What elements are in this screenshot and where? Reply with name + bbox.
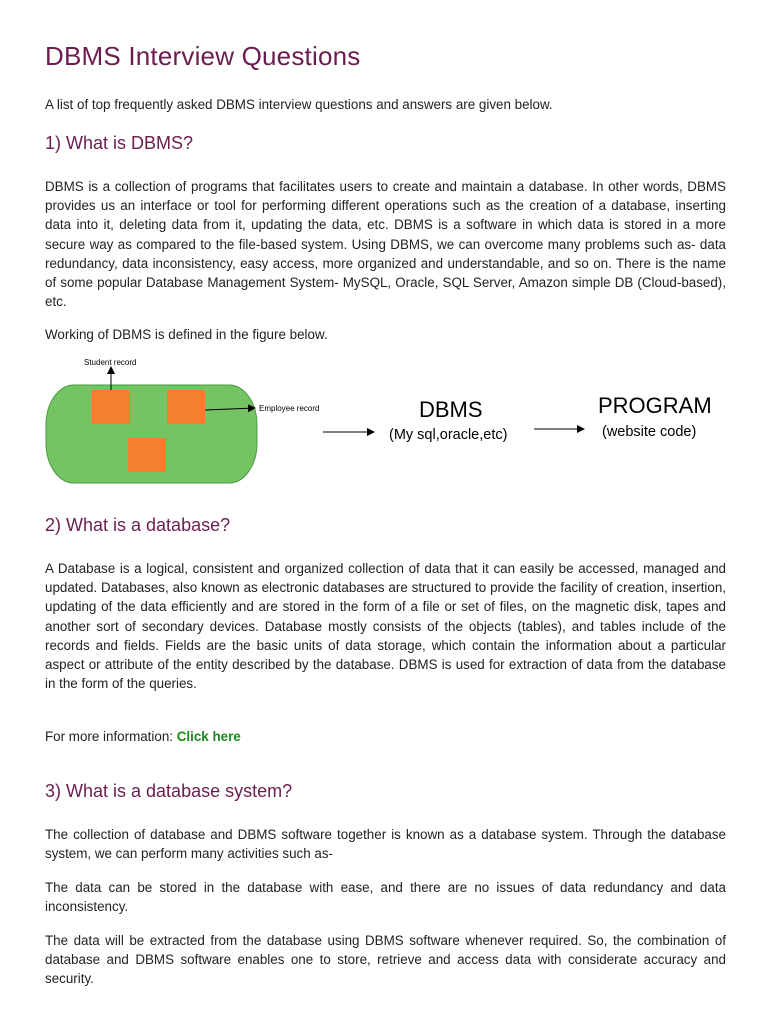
click-here-link[interactable]: Click here	[176, 729, 241, 744]
more-info-label: For more information:	[45, 729, 173, 744]
section-3-paragraph-2: The data can be stored in the database with ease, and there are no issues of data redundancy and data inconsistency.	[45, 880, 726, 915]
dbms-working-figure	[45, 351, 745, 491]
program-sublabel: (website code)	[602, 424, 697, 440]
section-2-paragraph: A Database is a logical, consistent and organized collection of data that it can easily be accessed, managed and updated. Databases, also known as electronic databases are structured to provide the facility of creation, insertion, updating of the data efficiently and are stored in the form of a file or set of files, on the magnetic disk, tapes and another sort of secondary devices. Database mostly consists of the objects (tables), and tables include of the records and fields. Fields are the basic units of data storage, which contain the information about a particular aspect or attribute of the entity described by the database. DBMS is used for extraction of data from the database in the form of the queries.	[45, 561, 726, 692]
section-heading-3: 3) What is a database system?	[45, 781, 293, 801]
section-3-paragraph-3: The data will be extracted from the database using DBMS software whenever required. So, the combination of database and DBMS software enables one to store, retrieve and access data with considerate accuracy and security.	[45, 933, 726, 987]
student-record-box	[92, 390, 130, 424]
section-3-paragraph-1: The collection of database and DBMS software together is known as a database system. Through the database system, we can perform many activities such as-	[45, 827, 726, 862]
page-title: DBMS Interview Questions	[45, 41, 361, 71]
intro-text: A list of top frequently asked DBMS interview questions and answers are given below.	[45, 97, 553, 112]
dbms-label: DBMS	[419, 397, 483, 422]
student-record-label: Student record	[84, 358, 137, 367]
employee-record-box	[167, 390, 205, 424]
section-1-paragraph: DBMS is a collection of programs that facilitates users to create and maintain a database. In other words, DBMS provides us an interface or tool for performing different operations such as the creation of a database, inserting data into it, deleting data from it, updating the data, etc. DBMS is a software in which data is stored in a more secure way as compared to the file-based system. Using DBMS, we can overcome many problems such as- data redundancy, data inconsistency, easy access, more organized and understandable, and so on. There is the name of some popular Database Management System- MySQL, Oracle, SQL Server, Amazon simple DB (Cloud-based), etc.	[45, 179, 726, 310]
record-box	[128, 438, 166, 472]
more-info-line	[45, 727, 726, 746]
dbms-sublabel: (My sql,oracle,etc)	[389, 427, 508, 443]
program-label: PROGRAM	[598, 393, 712, 418]
section-heading-1: 1) What is DBMS?	[45, 133, 194, 153]
employee-record-label: Employee record	[259, 404, 320, 413]
figure-caption: Working of DBMS is defined in the figure below.	[45, 327, 328, 342]
section-heading-2: 2) What is a database?	[45, 515, 231, 535]
